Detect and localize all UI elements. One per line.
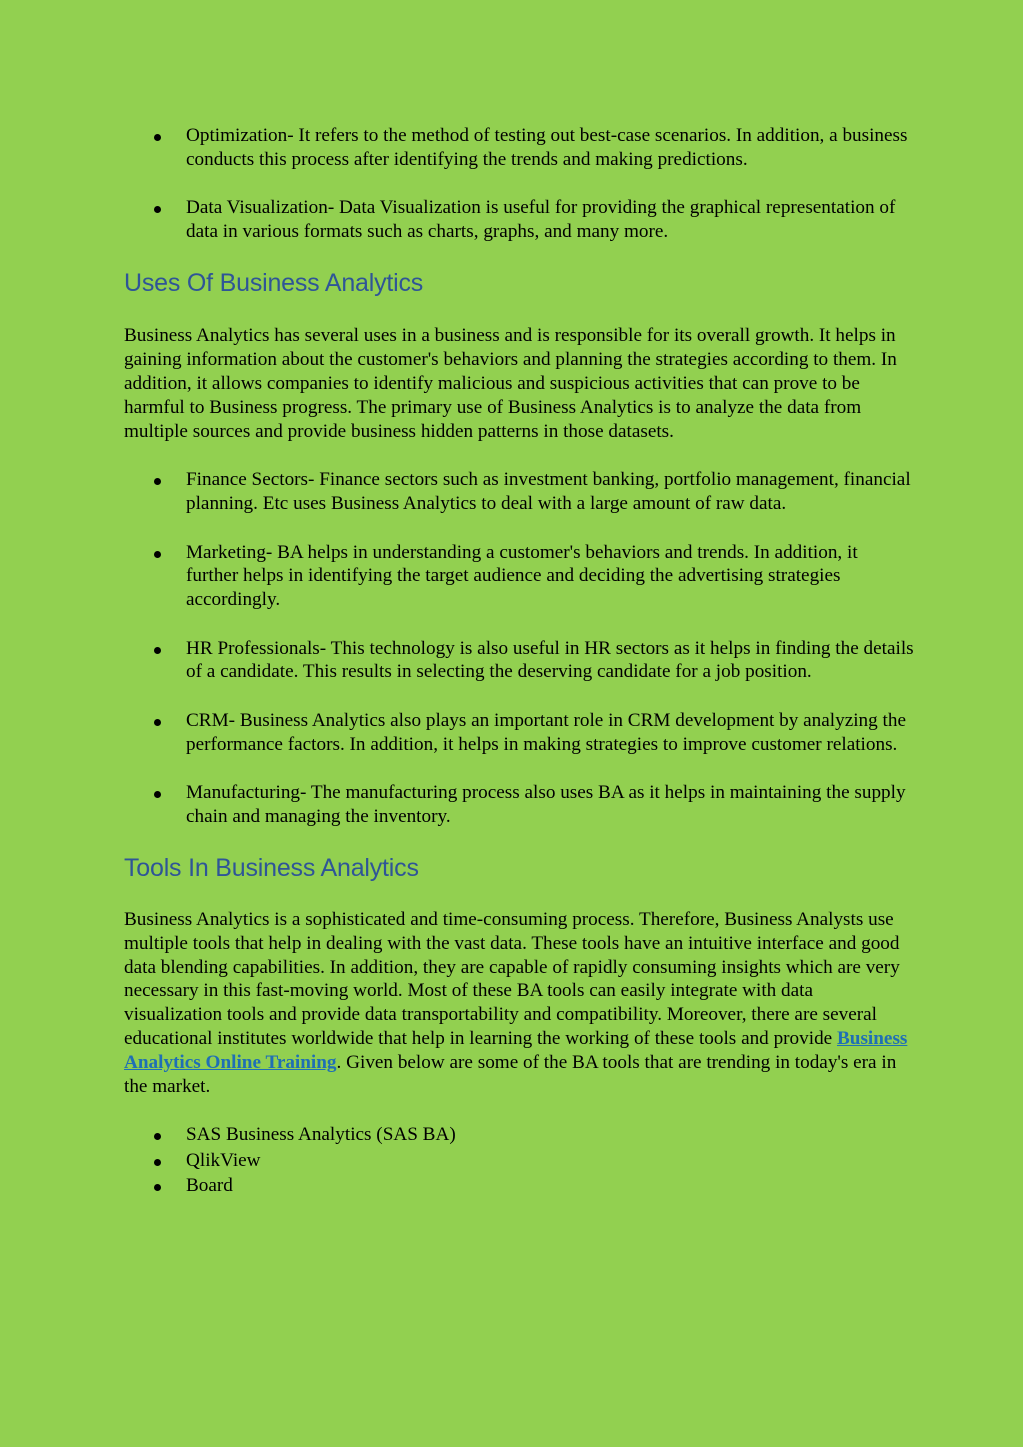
list-item bbox=[124, 1174, 914, 1198]
tool-name: QlikView bbox=[186, 1149, 261, 1171]
tools-heading: Tools In Business Analytics bbox=[124, 854, 419, 883]
list-item bbox=[124, 124, 914, 172]
bullet-icon bbox=[154, 1133, 161, 1140]
bullet-text: Data Visualization- Data Visualization is useful for providing the graphical representation of data in various formats such as charts, graphs, and many more. bbox=[186, 197, 896, 242]
bullet-icon bbox=[154, 551, 161, 558]
bullet-icon bbox=[154, 134, 161, 141]
bullet-icon bbox=[154, 1184, 161, 1191]
tools-list bbox=[124, 1123, 914, 1197]
bullet-icon bbox=[154, 206, 161, 213]
tools-paragraph-text: Business Analytics is a sophisticated and time-consuming process. Therefore, Business Analysts use multiple tools that help in dealing with the vast data. These tools have an intuitive interface and good data blending capabilities. In addition, they are capable of rapidly consuming insights which are very necessary in this fast-moving world. Most of these BA tools can easily integrate with data visualization tools and provide data transportability and compatibility. Moreover, there are several educational institutes worldwide that help in learning the working of these tools and provide bbox=[124, 909, 900, 1050]
list-item bbox=[124, 781, 914, 829]
list-item bbox=[124, 196, 914, 244]
uses-bullet-list bbox=[124, 468, 914, 828]
bullet-icon bbox=[154, 791, 161, 798]
list-item bbox=[124, 637, 914, 685]
tool-name: SAS Business Analytics (SAS BA) bbox=[186, 1124, 456, 1146]
list-item bbox=[124, 1149, 914, 1173]
uses-paragraph: Business Analytics has several uses in a business and is responsible for its overall growth. It helps in gaining information about the customer's behaviors and planning the strategies according to them. In addition, it allows companies to identify malicious and suspicious activities that can prove to be harmful to Business progress. The primary use of Business Analytics is to analyze the data from multiple sources and provide business hidden patterns in those datasets. bbox=[124, 325, 897, 442]
bullet-text: Optimization- It refers to the method of testing out best-case scenarios. In addition, a business conducts this process after identifying the trends and making predictions. bbox=[186, 125, 908, 170]
bullet-text: Manufacturing- The manufacturing process also uses BA as it helps in maintaining the supply chain and managing the inventory. bbox=[186, 781, 906, 827]
bullet-text: Marketing- BA helps in understanding a customer's behaviors and trends. In addition, it further helps in identifying the target audience and deciding the advertising strategies accordingly. bbox=[186, 541, 858, 611]
bullet-icon bbox=[154, 478, 161, 485]
list-item bbox=[124, 468, 914, 516]
tool-name: Board bbox=[186, 1174, 233, 1196]
bullet-text: HR Professionals- This technology is also useful in HR sectors as it helps in finding the details of a candidate. This results in selecting the deserving candidate for a job position. bbox=[186, 637, 914, 683]
tools-paragraph bbox=[124, 908, 914, 1098]
bullet-icon bbox=[154, 1159, 161, 1166]
intro-bullet-list bbox=[124, 124, 914, 244]
list-item bbox=[124, 1123, 914, 1147]
bullet-text: Finance Sectors- Finance sectors such as investment banking, portfolio management, financial planning. Etc uses Business Analytics to deal with a large amount of raw data. bbox=[186, 469, 911, 515]
bullet-icon bbox=[154, 719, 161, 726]
document-page bbox=[124, 124, 914, 1199]
bullet-icon bbox=[154, 647, 161, 654]
bullet-text: CRM- Business Analytics also plays an important role in CRM development by analyzing the performance factors. In addition, it helps in making strategies to improve customer relations. bbox=[186, 709, 906, 755]
list-item bbox=[124, 709, 914, 757]
tools-paragraph-text-end: . Given below are some of the BA tools that are trending in today's era in the market. bbox=[124, 1051, 897, 1097]
uses-heading: Uses Of Business Analytics bbox=[124, 269, 424, 298]
training-link[interactable]: Business Analytics Online Training bbox=[124, 1028, 908, 1073]
list-item bbox=[124, 541, 914, 612]
